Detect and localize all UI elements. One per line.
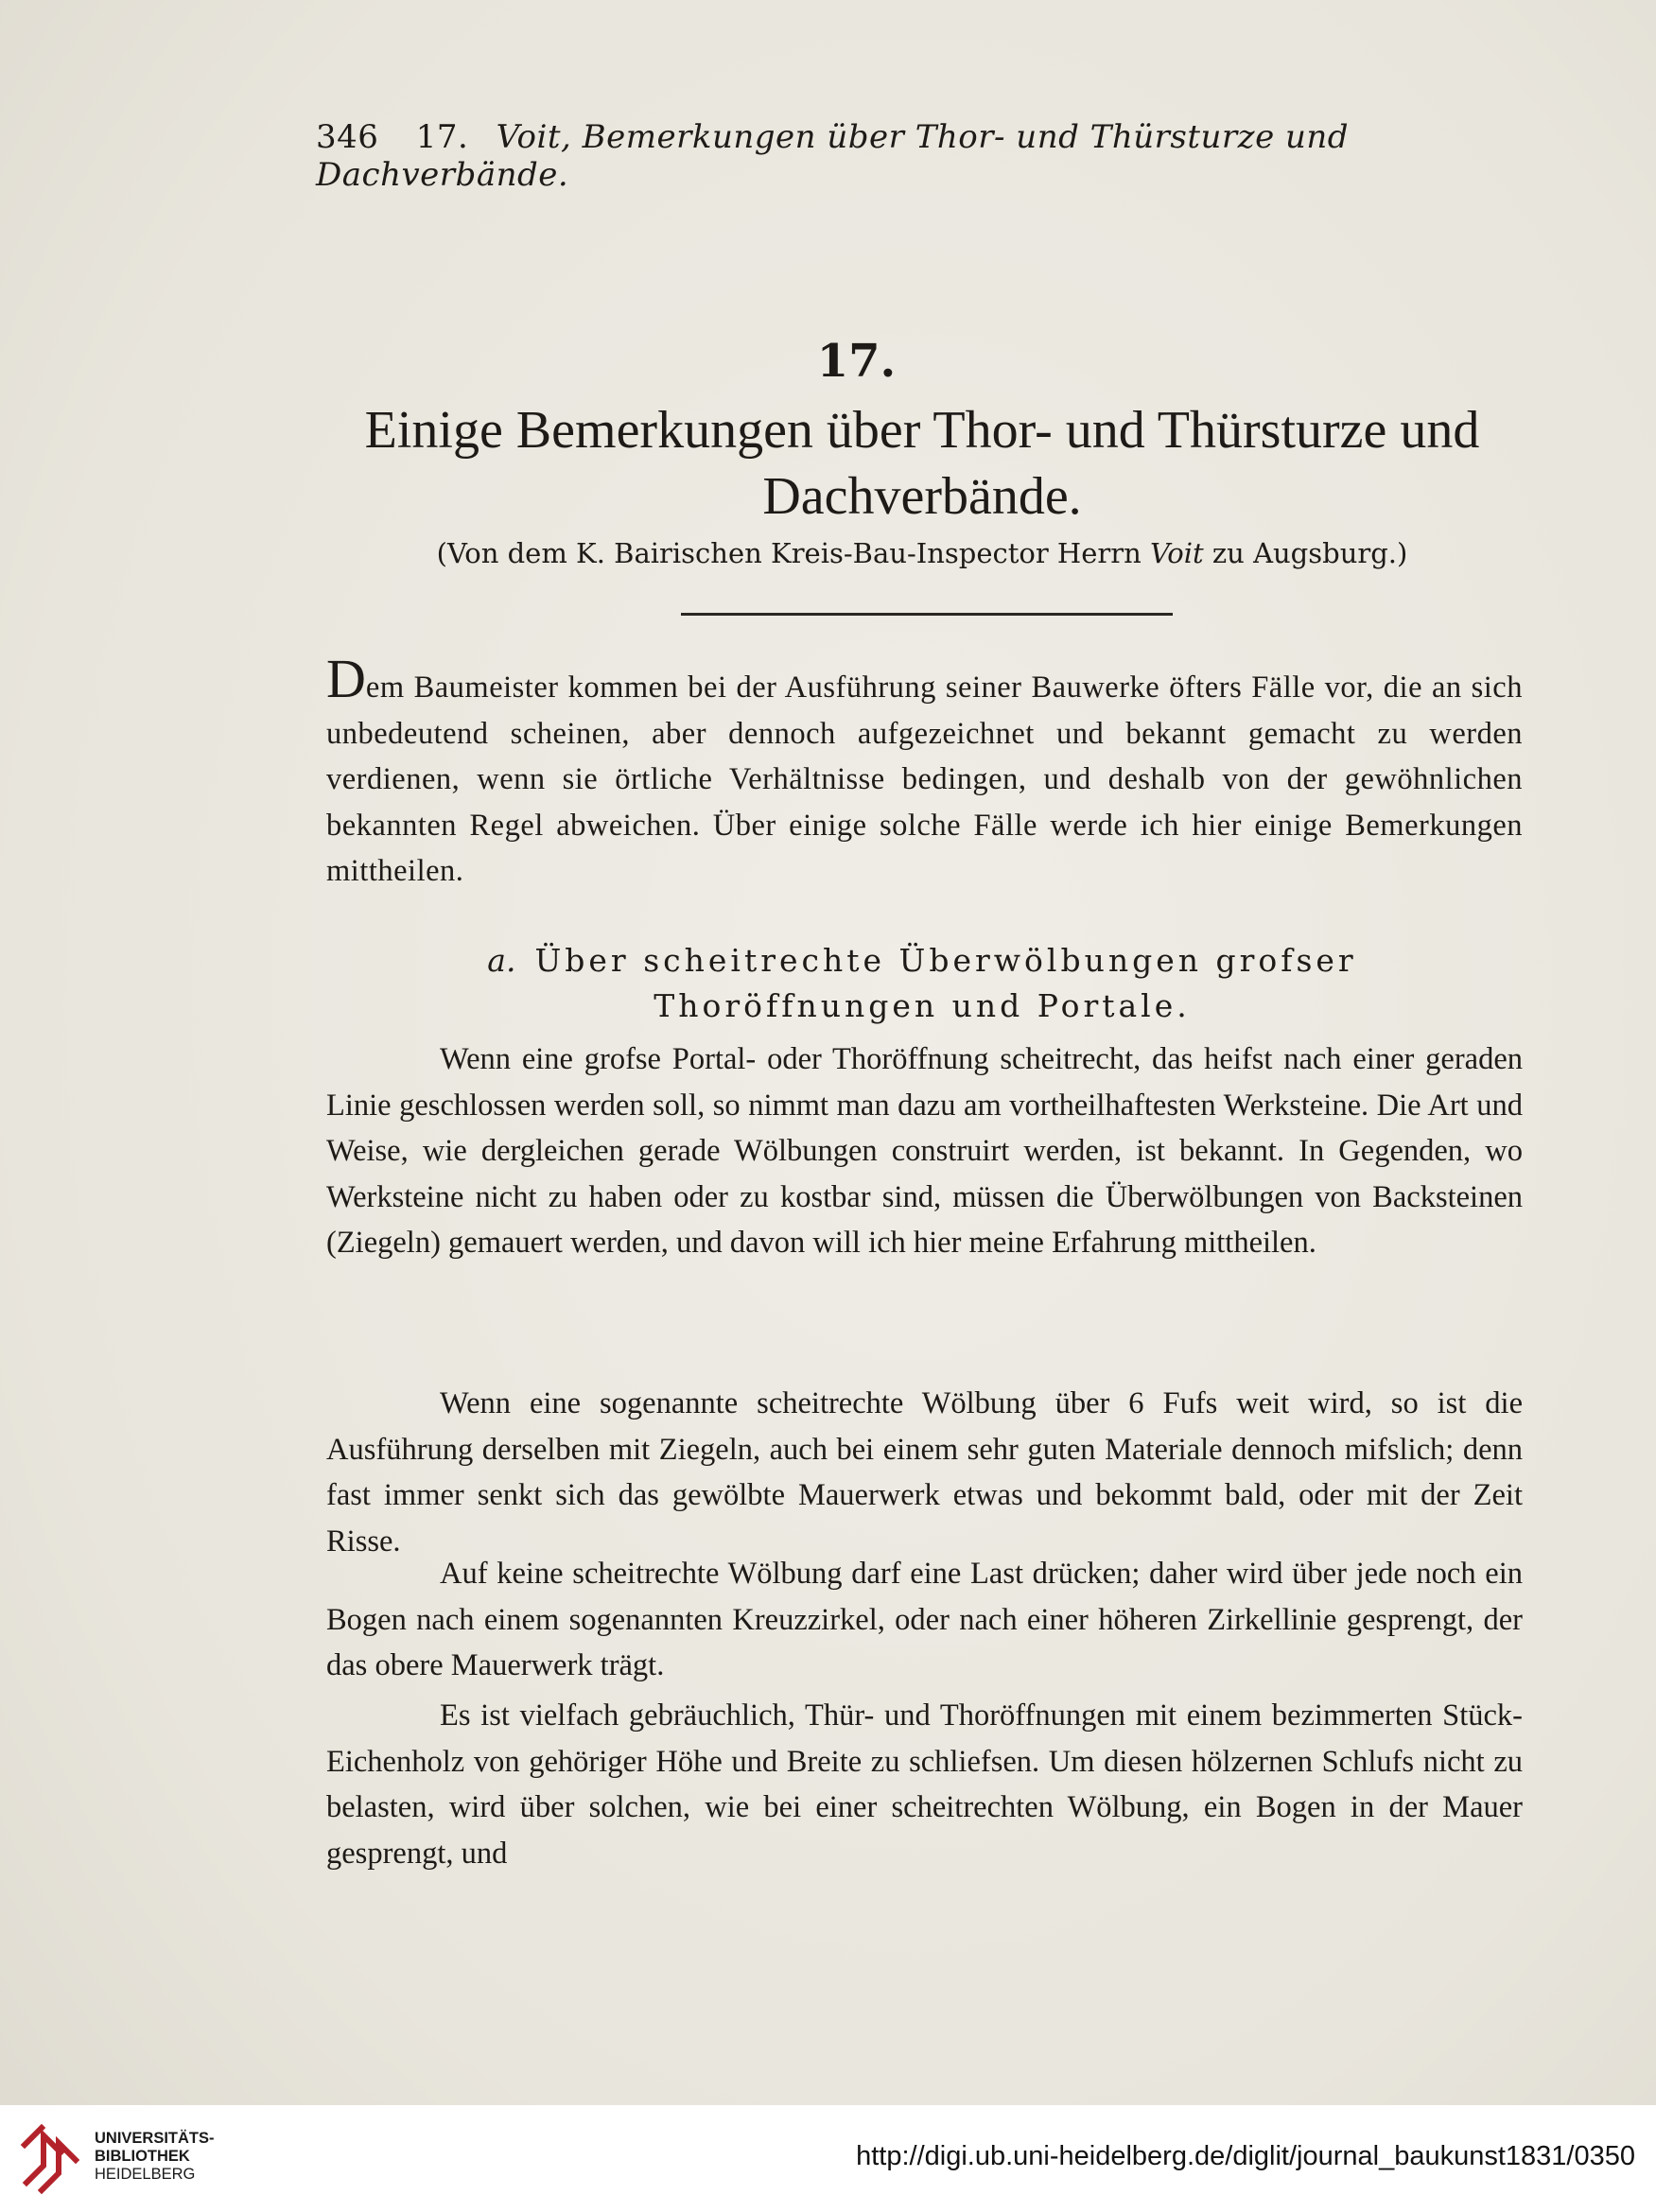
article-byline [312, 537, 1532, 569]
section-heading [312, 938, 1532, 1029]
page-number: 346 [316, 118, 379, 156]
running-title: Voit, Bemerkungen über Thor- und Thürsturze und Dachverbände. [316, 118, 1350, 194]
article-number: 17. [816, 335, 897, 388]
library-logo-icon [17, 2116, 83, 2197]
byline-prefix: (Von dem K. Bairischen Kreis-Bau-Inspector Herrn [436, 537, 1142, 569]
section-label: a. [487, 942, 516, 979]
running-header [316, 118, 1451, 194]
library-name-line-1: UNIVERSITÄTS- [95, 2130, 215, 2147]
paragraph: Wenn eine sogenannte scheitrechte Wölbung über 6 Fufs weit wird, so ist die Ausführung derselben mit Ziegeln, auch bei einem sehr guten Materiale dennoch mifslich; denn fast immer senkt sich das gewölbte Mauerwerk etwas und bekommt bald, oder mit der Zeit Risse. [326, 1386, 1523, 1559]
section-title-line-2: Thoröffnungen und Portale. [654, 987, 1191, 1024]
intro-paragraph [326, 648, 1523, 895]
paragraph: Es ist vielfach gebräuchlich, Thür- und Thoröffnungen mit einem bezimmerten Stück-Eichenholz von gehöriger Höhe und Breite zu schliefsen. Um diesen hölzernen Schlufs nicht zu belasten, wird über solchen, wie bei einer scheitrechten Wölbung, ein Bogen in der Mauer gesprengt, und [326, 1698, 1523, 1871]
intro-text: em Baumeister kommen bei der Ausführung seiner Bauwerke öfters Fälle vor, die an sich unbedeutend scheinen, aber dennoch aufgezeichnet und bekannt gemacht zu werden verdienen, wenn sie örtliche Verhältnisse bedingen, und deshalb von der gewöhnlichen bekannten Regel abweichen. Über einige solche Fälle werde ich hier einige Bemerkungen mittheilen. [326, 671, 1523, 888]
header-chapter-number: 17. [415, 118, 469, 156]
library-name-line-2: BIBLIOTHEK [95, 2148, 190, 2165]
library-name-line-3: HEIDELBERG [95, 2166, 196, 2183]
drop-cap: D [326, 648, 366, 709]
author-name: Voit [1150, 537, 1204, 569]
title-divider [681, 613, 1173, 616]
library-name [95, 2130, 215, 2184]
page-url-link[interactable]: http://digi.ub.uni-heidelberg.de/diglit/journal_baukunst1831/0350 [856, 2141, 1635, 2171]
article-title: Einige Bemerkungen über Thor- und Thürsturze und Dachverbände. [364, 401, 1480, 526]
paragraph: Auf keine scheitrechte Wölbung darf eine Last drücken; daher wird über jede noch ein Bogen nach einem sogenannten Kreuzzirkel, oder nach einer höheren Zirkellinie gesprengt, der das obere Mauerwerk trägt. [326, 1557, 1523, 1682]
viewer-footer [0, 2105, 1656, 2212]
byline-suffix: zu Augsburg.) [1211, 537, 1408, 569]
paragraph: Wenn eine grofse Portal- oder Thoröffnung scheitrecht, das heifst nach einer geraden Linie geschlossen werden soll, so nimmt man dazu am vortheilhaftesten Werksteine. Die Art und Weise, wie dergleichen gerade Wölbungen construirt werden, ist bekannt. In Gegenden, wo Werksteine nicht zu haben oder zu kostbar sind, müssen die Überwölbungen von Backsteinen (Ziegeln) gemauert werden, und davon will ich hier meine Erfahrung mittheilen. [326, 1042, 1523, 1260]
section-title-line-1: Über scheitrechte Überwölbungen grofser [534, 942, 1357, 979]
